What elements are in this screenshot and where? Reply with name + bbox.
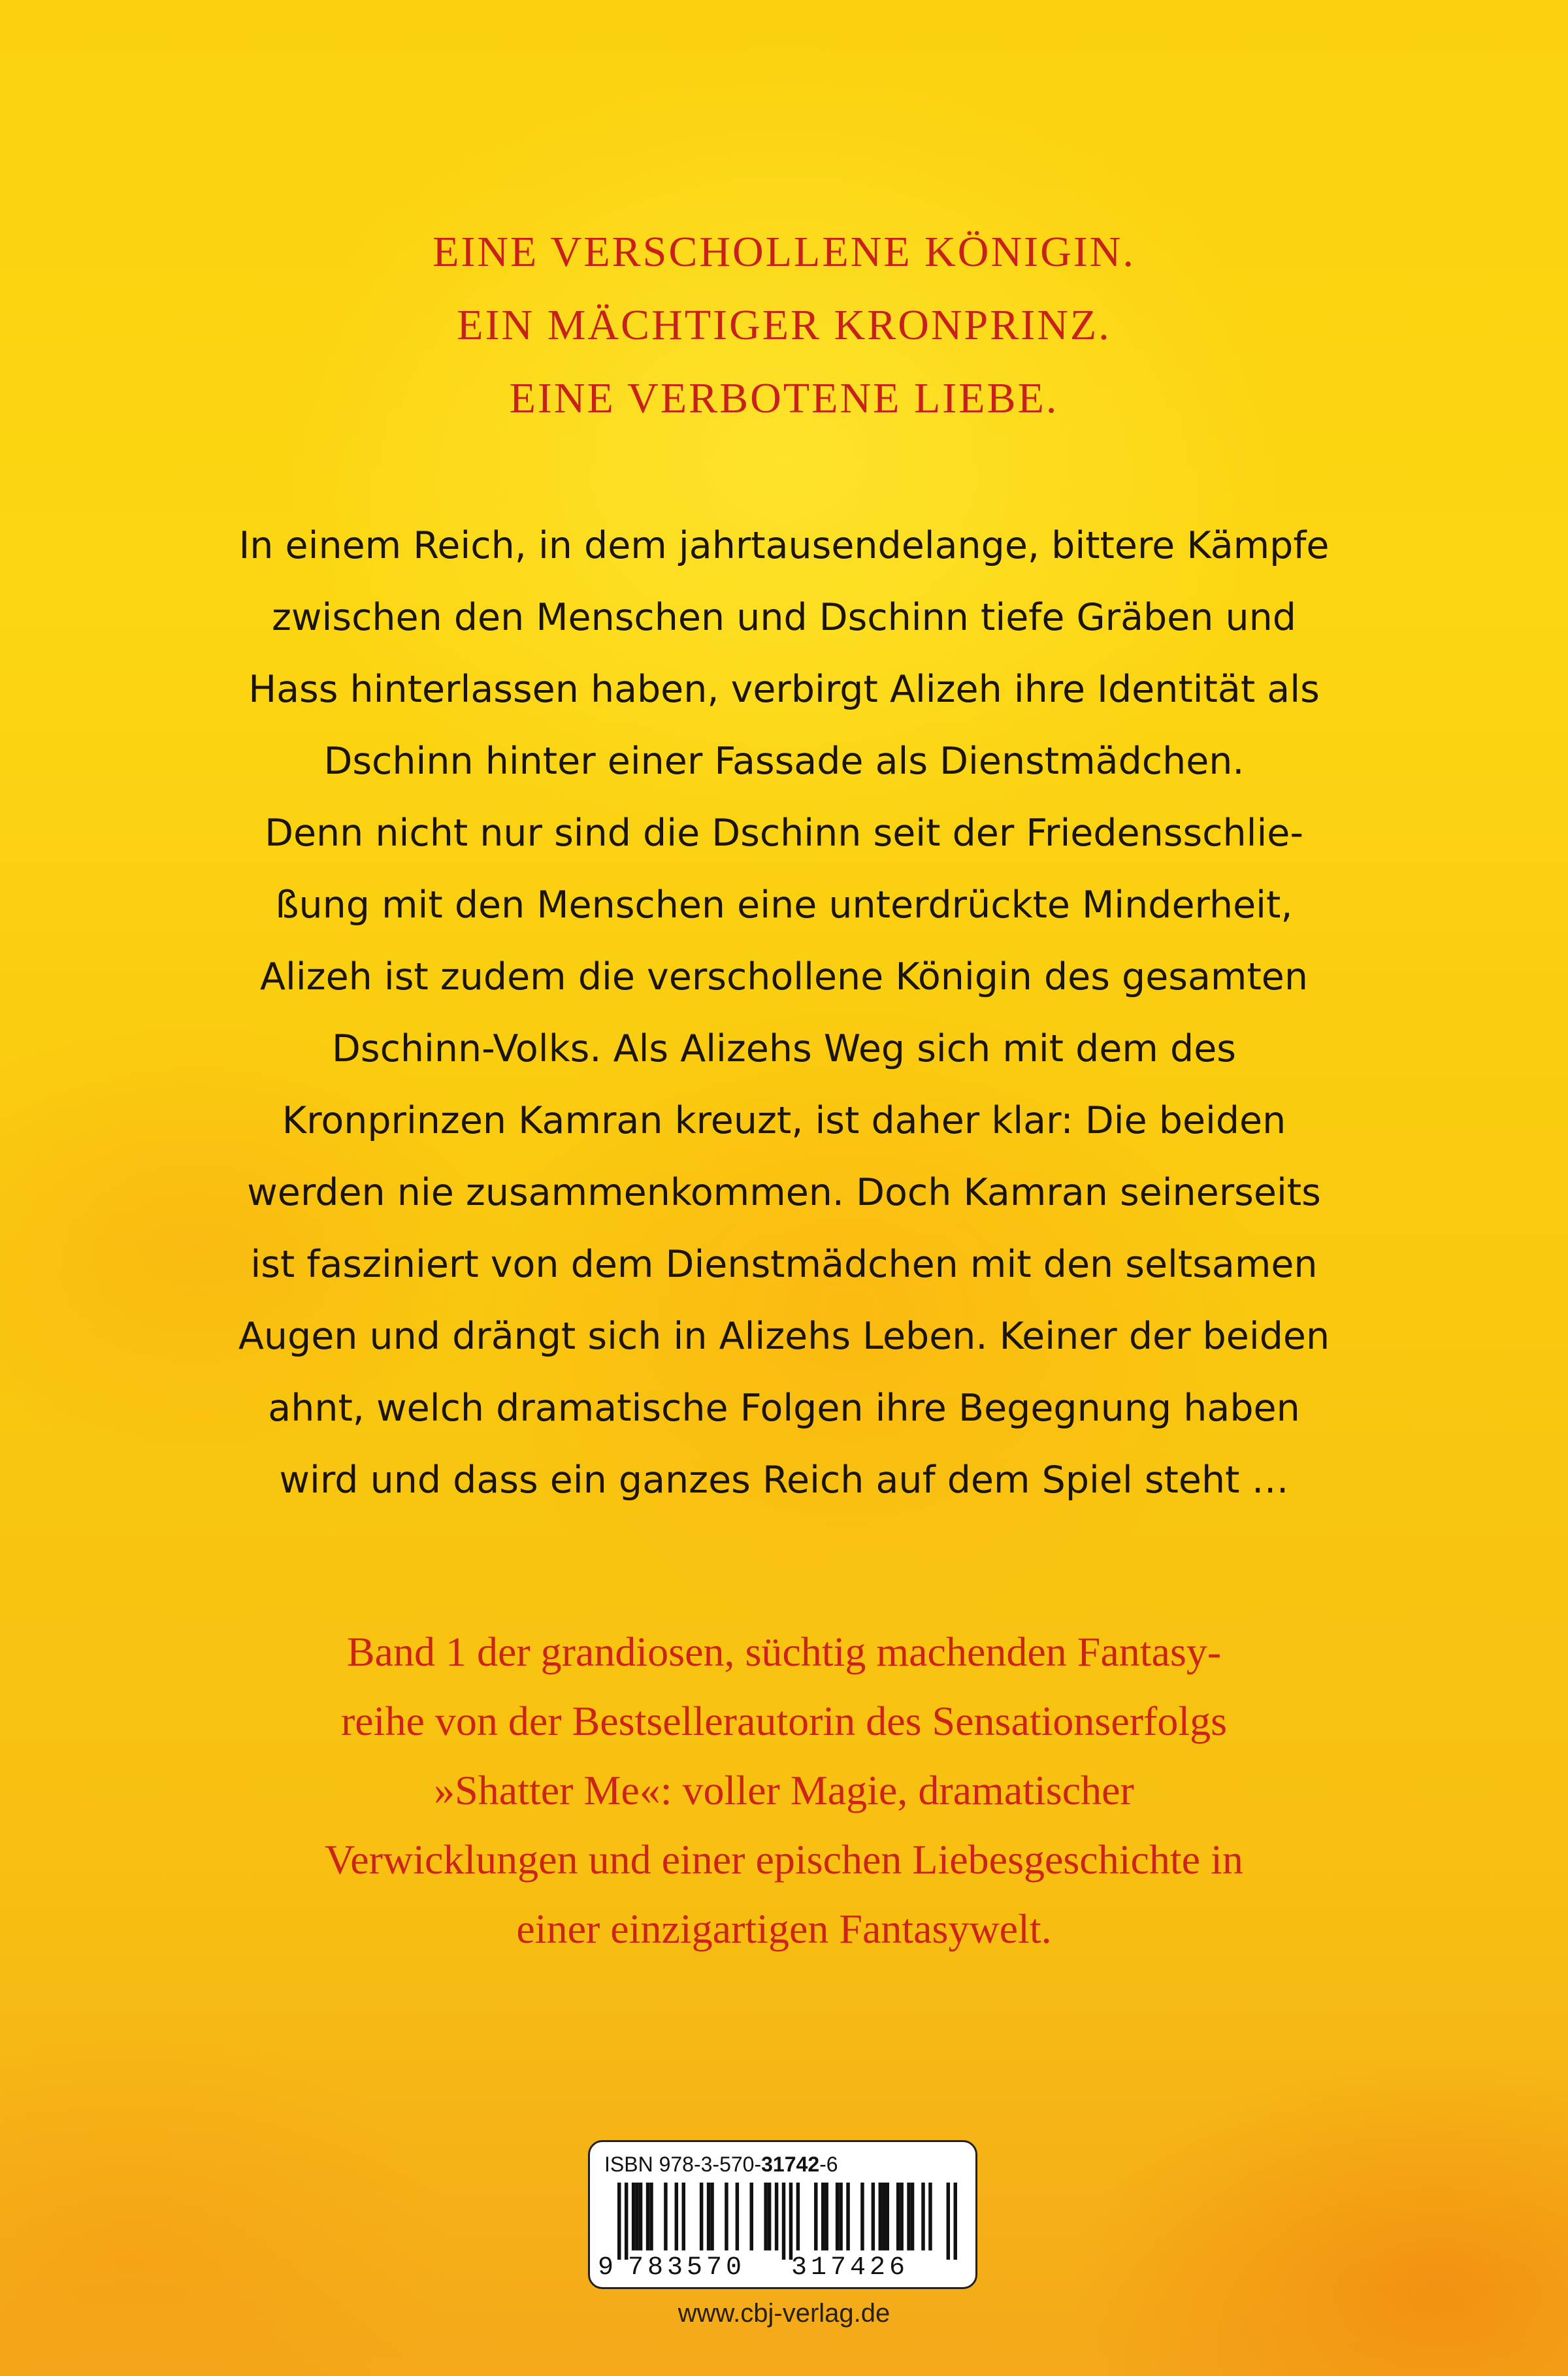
series-line: Verwicklungen und einer epischen Liebesgeschichte in [325,1836,1243,1883]
barcode-bar [928,2183,932,2251]
blurb-line: Alizeh ist zudem die verschollene Königin des gesamten [259,955,1308,998]
tagline [0,216,1568,435]
isbn-label [604,2153,838,2177]
barcode-bar [860,2183,864,2251]
barcode-bar [635,2183,638,2251]
tagline-line: EIN MÄCHTIGER KRONPRINZ. [457,301,1111,349]
blurb-line: wird und dass ein ganzes Reich auf dem Spiel steht … [279,1459,1289,1502]
blurb-line: Hass hinterlassen haben, verbirgt Alizeh ihre Identität als [248,668,1320,711]
barcode-bar [821,2183,825,2251]
barcode-bar [725,2183,728,2251]
barcode-bar [707,2183,710,2251]
series-description [216,1617,1352,1964]
barcode-bar [839,2183,842,2251]
barcode-bar [947,2183,950,2260]
barcode-bar [911,2183,914,2251]
blurb-line: Kronprinzen Kamran kreuzt, ist daher klar: Die beiden [282,1099,1286,1142]
series-line: »Shatter Me«: voller Magie, dramatischer [434,1767,1134,1813]
barcode-bar [736,2183,739,2251]
series-line: Band 1 der grandiosen, süchtig machenden Fantasy- [346,1628,1222,1675]
isbn-suffix: -6 [819,2153,838,2176]
tagline-line: EINE VERBOTENE LIEBE. [509,374,1059,422]
barcode-bar [882,2183,885,2251]
blurb-line: Augen und drängt sich in Alizehs Leben. Keiner der beiden [238,1315,1330,1358]
barcode-bar [921,2183,924,2251]
barcode-bar [825,2183,828,2251]
isbn-bold: 31742 [761,2153,820,2176]
barcode-bar [764,2183,767,2251]
blurb-line: zwischen den Menschen und Dschinn tiefe Gräben und [272,596,1296,639]
barcode-bar [646,2183,649,2251]
barcode-bar [649,2183,653,2251]
blurb-line: Denn nicht nur sind die Dschinn seit der Friedensschlie- [265,812,1303,855]
series-line: reihe von der Bestsellerautorin des Sensationserfolgs [340,1698,1228,1744]
blurb-line: Dschinn hinter einer Fassade als Dienstmädchen. [323,740,1245,783]
barcode-bar [675,2183,678,2251]
barcode-bar [775,2183,778,2251]
blurb-line: In einem Reich, in dem jahrtausendelange, bittere Kämpfe [238,524,1330,567]
ean-right-group: 317426 [791,2253,909,2283]
barcode-bar [836,2183,839,2251]
barcode-bar [710,2183,713,2251]
barcode-bar [768,2183,771,2251]
barcode-bar [872,2183,875,2251]
barcode-bar [886,2183,889,2251]
barcode-bar [814,2183,817,2251]
ean-first-digit: 9 [598,2253,614,2283]
barcode-bar [846,2183,849,2251]
barcode-bar [954,2183,957,2260]
series-line: einer einzigartigen Fantasywelt. [516,1906,1052,1952]
blurb-line: ist fasziniert von dem Dienstmädchen mit den seltsamen [250,1243,1318,1286]
barcode-bar [617,2183,621,2260]
barcode-bars [617,2183,957,2260]
barcode-bar [625,2183,628,2260]
blurb [216,510,1352,1516]
ean-left-group: 783570 [628,2253,746,2283]
barcode-bar [796,2183,800,2251]
barcode-bar [632,2183,635,2251]
publisher-url: www.cbj-verlag.de [678,2299,890,2328]
barcode-bar [682,2183,685,2251]
barcode-bar [664,2183,667,2251]
barcode-bar [879,2183,882,2251]
barcode-bar [896,2183,900,2251]
blurb-line: Dschinn-Volks. Als Alizehs Weg sich mit dem des [331,1027,1236,1070]
barcode-bar [782,2183,785,2260]
barcode-bar [700,2183,703,2251]
tagline-line: EINE VERSCHOLLENE KÖNIGIN. [433,228,1135,276]
barcode-bar [750,2183,753,2251]
blurb-line: werden nie zusammenkommen. Doch Kamran seinerseits [247,1171,1321,1214]
isbn-prefix: ISBN 978-3-570- [604,2153,762,2176]
blurb-line: ahnt, welch dramatische Folgen ihre Begegnung haben [268,1387,1300,1430]
barcode-bar [907,2183,910,2251]
barcode-bar [639,2183,642,2251]
isbn-barcode [588,2140,977,2289]
blurb-line: ßung mit den Menschen eine unterdrückte Minderheit, [275,883,1293,927]
barcode-bar [900,2183,903,2251]
barcode-bar [789,2183,792,2260]
